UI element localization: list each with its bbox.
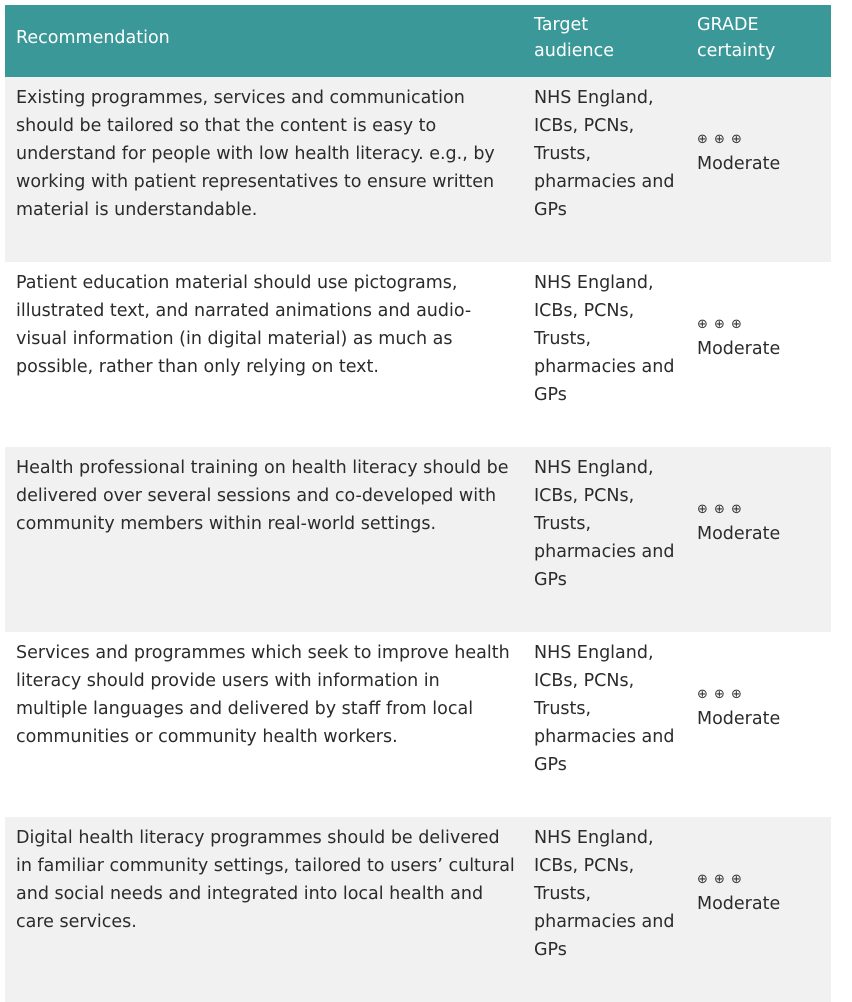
recommendation-cell: Patient education material should use pictograms, illustrated text, and narrated animations and audio-visual information (in digital material) as much as possible, rather than only relying on text. [16, 273, 472, 377]
header-recommendation: Recommendation [16, 28, 170, 48]
grade-label: Moderate [697, 524, 781, 544]
table-row [5, 262, 831, 447]
grade-cell [697, 685, 827, 733]
table-row [5, 77, 831, 262]
grade-certainty-icon: ⊕ ⊕ ⊕ [697, 502, 743, 517]
audience-cell: NHS England, ICBs, PCNs, Trusts, pharmacies and GPs [534, 828, 675, 960]
grade-certainty-icon: ⊕ ⊕ ⊕ [697, 317, 743, 332]
audience-cell: NHS England, ICBs, PCNs, Trusts, pharmacies and GPs [534, 643, 675, 775]
table-row [5, 447, 831, 632]
grade-cell [697, 130, 827, 178]
recommendation-cell: Health professional training on health literacy should be delivered over several sessions and co-developed with community members within real-world settings. [16, 458, 509, 534]
grade-certainty-icon: ⊕ ⊕ ⊕ [697, 687, 743, 702]
grade-label: Moderate [697, 339, 781, 359]
table-header-row [5, 5, 831, 77]
grade-certainty-icon: ⊕ ⊕ ⊕ [697, 132, 743, 147]
audience-cell: NHS England, ICBs, PCNs, Trusts, pharmacies and GPs [534, 458, 675, 590]
table-row [5, 817, 831, 1002]
header-grade-certainty: GRADE certainty [697, 15, 776, 61]
audience-cell: NHS England, ICBs, PCNs, Trusts, pharmacies and GPs [534, 273, 675, 405]
recommendation-cell: Digital health literacy programmes should be delivered in familiar community settings, tailored to users’ cultural and social needs and integrated into local health and care services. [16, 828, 515, 932]
grade-certainty-icon: ⊕ ⊕ ⊕ [697, 872, 743, 887]
grade-label: Moderate [697, 154, 781, 174]
table-row [5, 632, 831, 817]
grade-cell [697, 500, 827, 548]
recommendation-cell: Existing programmes, services and communication should be tailored so that the content is easy to understand for people with low health literacy. e.g., by working with patient representatives to ensure written material is understandable. [16, 88, 495, 220]
recommendations-table [5, 5, 831, 1002]
grade-label: Moderate [697, 894, 781, 914]
recommendation-cell: Services and programmes which seek to improve health literacy should provide users with information in multiple languages and delivered by staff from local communities or community health workers. [16, 643, 510, 747]
audience-cell: NHS England, ICBs, PCNs, Trusts, pharmacies and GPs [534, 88, 675, 220]
header-target-audience: Target audience [534, 15, 615, 61]
grade-cell [697, 315, 827, 363]
grade-cell [697, 870, 827, 918]
grade-label: Moderate [697, 709, 781, 729]
